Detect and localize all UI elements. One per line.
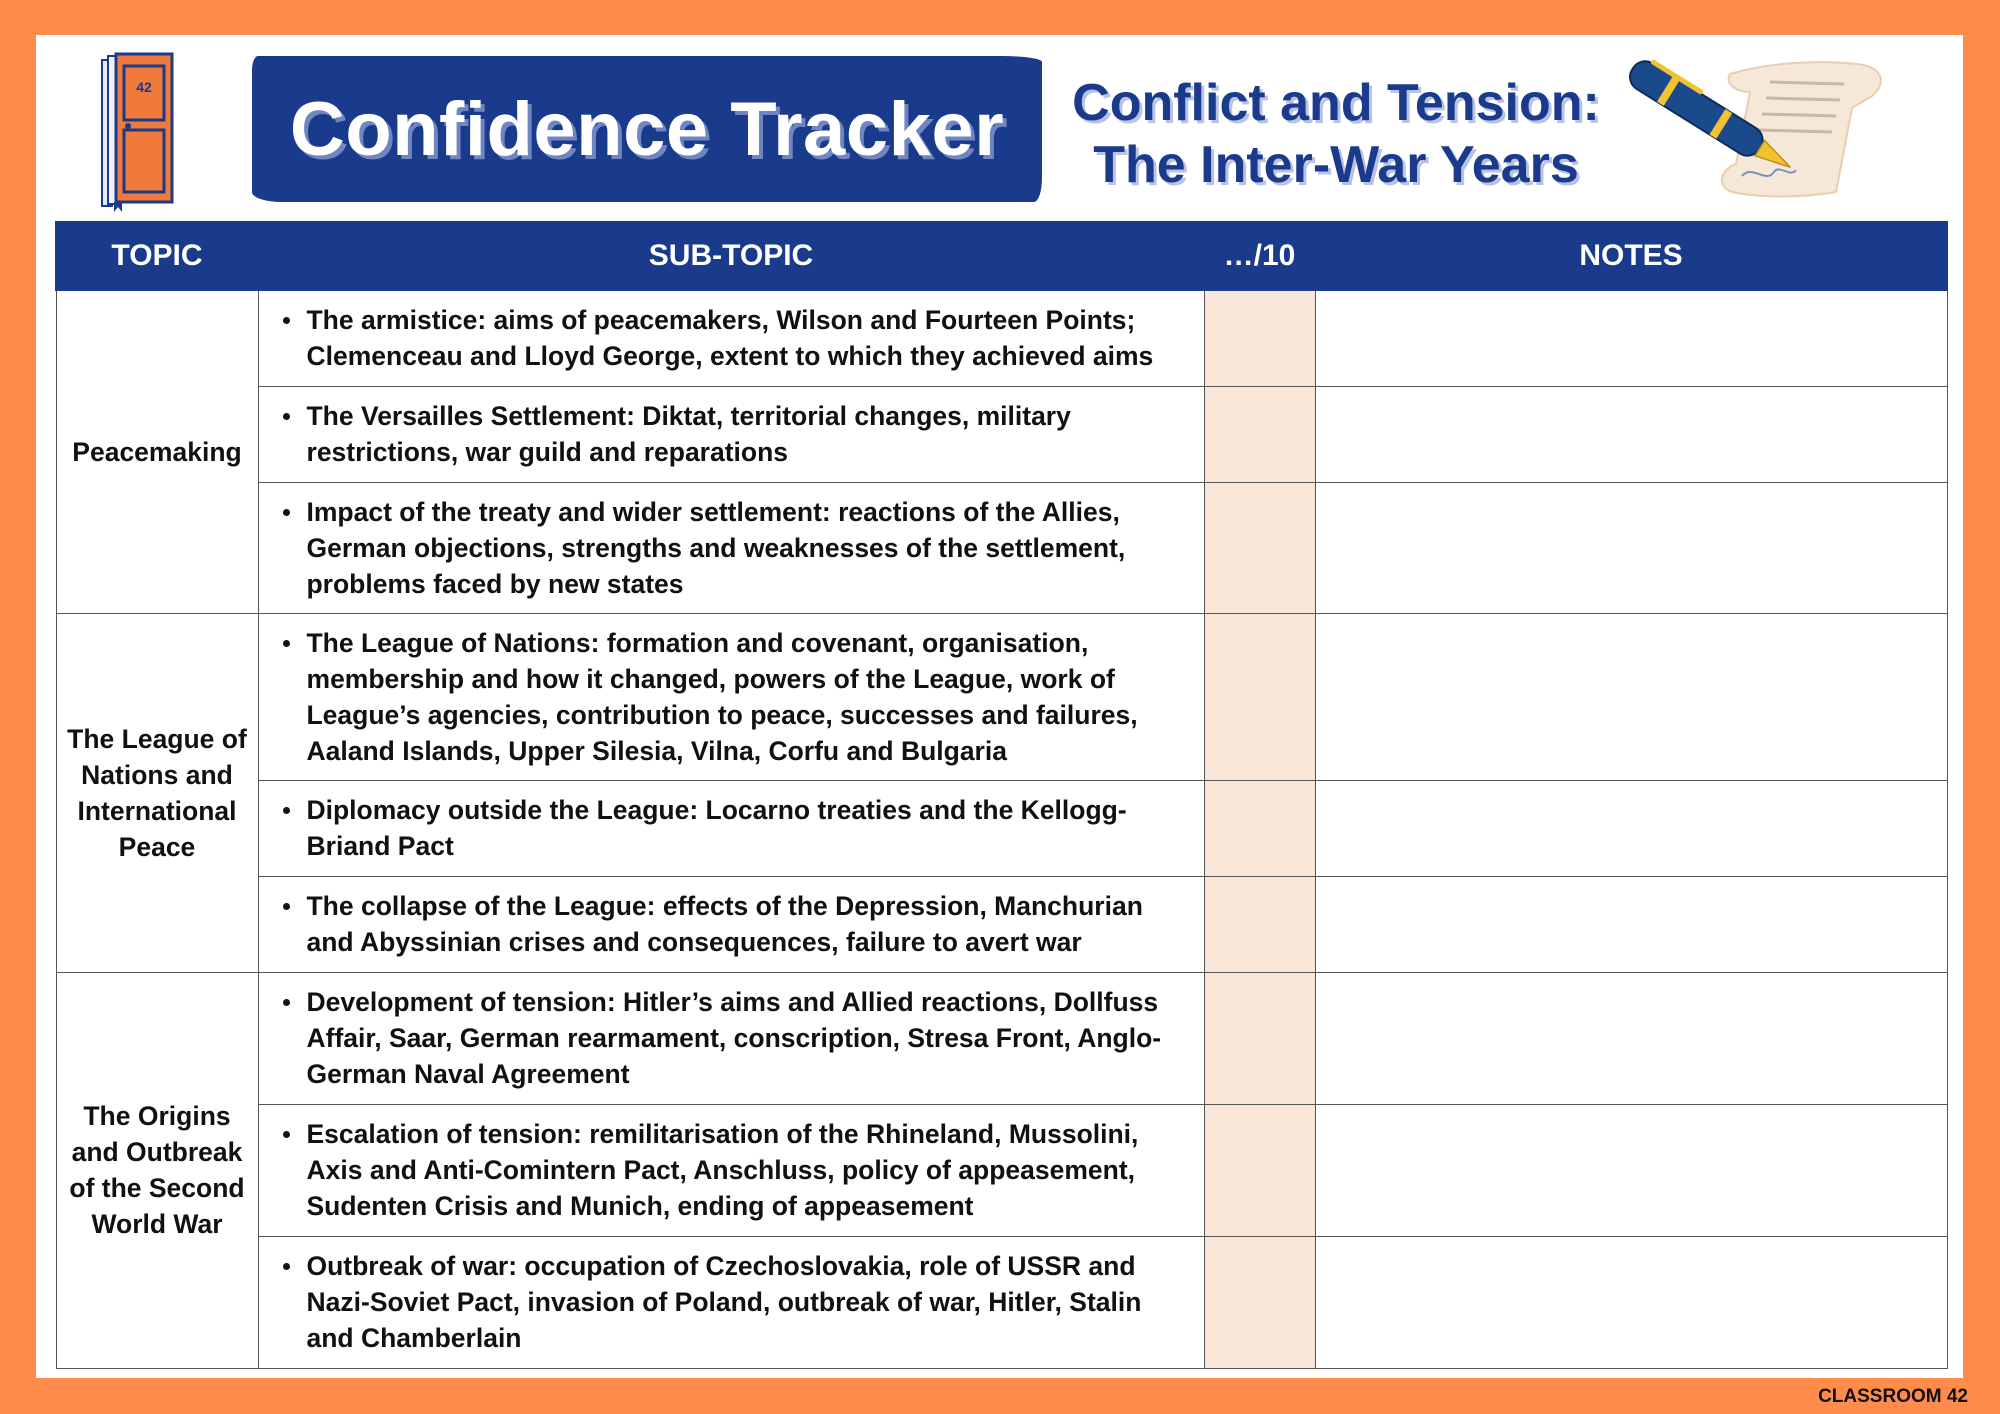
score-input-cell[interactable] bbox=[1204, 290, 1315, 386]
subtitle-line-1: Conflict and Tension: bbox=[1072, 74, 1600, 132]
subtopic-cell bbox=[258, 613, 1204, 780]
page-subtitle bbox=[1066, 72, 1606, 196]
topic-cell: Peacemaking bbox=[56, 290, 258, 613]
table-row bbox=[56, 1236, 1947, 1368]
subtopic-cell bbox=[258, 290, 1204, 386]
door-book-icon bbox=[100, 52, 176, 212]
notes-input-cell[interactable] bbox=[1315, 972, 1947, 1104]
confidence-table bbox=[55, 221, 1948, 1369]
table-row bbox=[56, 780, 1947, 876]
subtopic-cell bbox=[258, 1236, 1204, 1368]
table-row bbox=[56, 972, 1947, 1104]
subtopic-cell bbox=[258, 482, 1204, 613]
book-number: 42 bbox=[136, 79, 152, 95]
table-row bbox=[56, 1104, 1947, 1236]
subtopic-text: The armistice: aims of peacemakers, Wilson and Fourteen Points; Clemenceau and Lloyd George, extent to which they achieved aims bbox=[307, 302, 1196, 374]
score-input-cell[interactable] bbox=[1204, 1104, 1315, 1236]
score-input-cell[interactable] bbox=[1204, 972, 1315, 1104]
notes-input-cell[interactable] bbox=[1315, 613, 1947, 780]
footer-brand: CLASSROOM 42 bbox=[1818, 1386, 1968, 1407]
subtopic-cell bbox=[258, 780, 1204, 876]
notes-input-cell[interactable] bbox=[1315, 1104, 1947, 1236]
topic-cell: The League of Nations and International Peace bbox=[56, 613, 258, 972]
table-row bbox=[56, 613, 1947, 780]
column-header-notes: NOTES bbox=[1315, 222, 1947, 290]
column-header-score: …/10 bbox=[1204, 222, 1315, 290]
score-input-cell[interactable] bbox=[1204, 482, 1315, 613]
notes-input-cell[interactable] bbox=[1315, 386, 1947, 482]
table-row bbox=[56, 290, 1947, 386]
notes-input-cell[interactable] bbox=[1315, 482, 1947, 613]
subtopic-text: Escalation of tension: remilitarisation of the Rhineland, Mussolini, Axis and Anti-Comintern Pact, Anschluss, policy of appeasement, Sudenten Crisis and Munich, ending of appeasement bbox=[307, 1116, 1196, 1224]
subtopic-cell bbox=[258, 876, 1204, 972]
table-row bbox=[56, 482, 1947, 613]
subtopic-cell bbox=[258, 386, 1204, 482]
title-banner bbox=[252, 56, 1042, 202]
subtopic-cell bbox=[258, 972, 1204, 1104]
subtopic-text: Development of tension: Hitler’s aims and Allied reactions, Dollfuss Affair, Saar, German rearmament, conscription, Stresa Front, Anglo-German Naval Agreement bbox=[307, 984, 1196, 1092]
notes-input-cell[interactable] bbox=[1315, 780, 1947, 876]
subtopic-text: Impact of the treaty and wider settlement: reactions of the Allies, German objections, strengths and weaknesses of the settlement, problems faced by new states bbox=[307, 494, 1196, 602]
subtopic-text: The collapse of the League: effects of the Depression, Manchurian and Abyssinian crises and consequences, failure to avert war bbox=[307, 888, 1196, 960]
score-input-cell[interactable] bbox=[1204, 876, 1315, 972]
notes-input-cell[interactable] bbox=[1315, 290, 1947, 386]
table-row bbox=[56, 876, 1947, 972]
topic-cell: The Origins and Outbreak of the Second World War bbox=[56, 972, 258, 1368]
subtopic-text: The Versailles Settlement: Diktat, territorial changes, military restrictions, war guild and reparations bbox=[307, 398, 1196, 470]
table-header-row bbox=[56, 222, 1947, 290]
subtopic-text: Outbreak of war: occupation of Czechoslovakia, role of USSR and Nazi-Soviet Pact, invasion of Poland, outbreak of war, Hitler, Stalin and Chamberlain bbox=[307, 1248, 1196, 1356]
score-input-cell[interactable] bbox=[1204, 386, 1315, 482]
subtitle-line-2: The Inter-War Years bbox=[1093, 136, 1579, 194]
score-input-cell[interactable] bbox=[1204, 780, 1315, 876]
score-input-cell[interactable] bbox=[1204, 613, 1315, 780]
subtopic-text: The League of Nations: formation and covenant, organisation, membership and how it changed, powers of the League, work of League’s agencies, contribution to peace, successes and failures, Aaland Islands, Upper Silesia, Vilna, Corfu and Bulgaria bbox=[307, 625, 1196, 769]
score-input-cell[interactable] bbox=[1204, 1236, 1315, 1368]
notes-input-cell[interactable] bbox=[1315, 876, 1947, 972]
page-title: Confidence Tracker bbox=[289, 86, 1005, 172]
table-row bbox=[56, 386, 1947, 482]
column-header-subtopic: SUB-TOPIC bbox=[258, 222, 1204, 290]
subtopic-cell bbox=[258, 1104, 1204, 1236]
subtopic-text: Diplomacy outside the League: Locarno treaties and the Kellogg-Briand Pact bbox=[307, 792, 1196, 864]
column-header-topic: TOPIC bbox=[56, 222, 258, 290]
notes-input-cell[interactable] bbox=[1315, 1236, 1947, 1368]
fountain-pen-scroll-icon bbox=[1620, 52, 1890, 202]
